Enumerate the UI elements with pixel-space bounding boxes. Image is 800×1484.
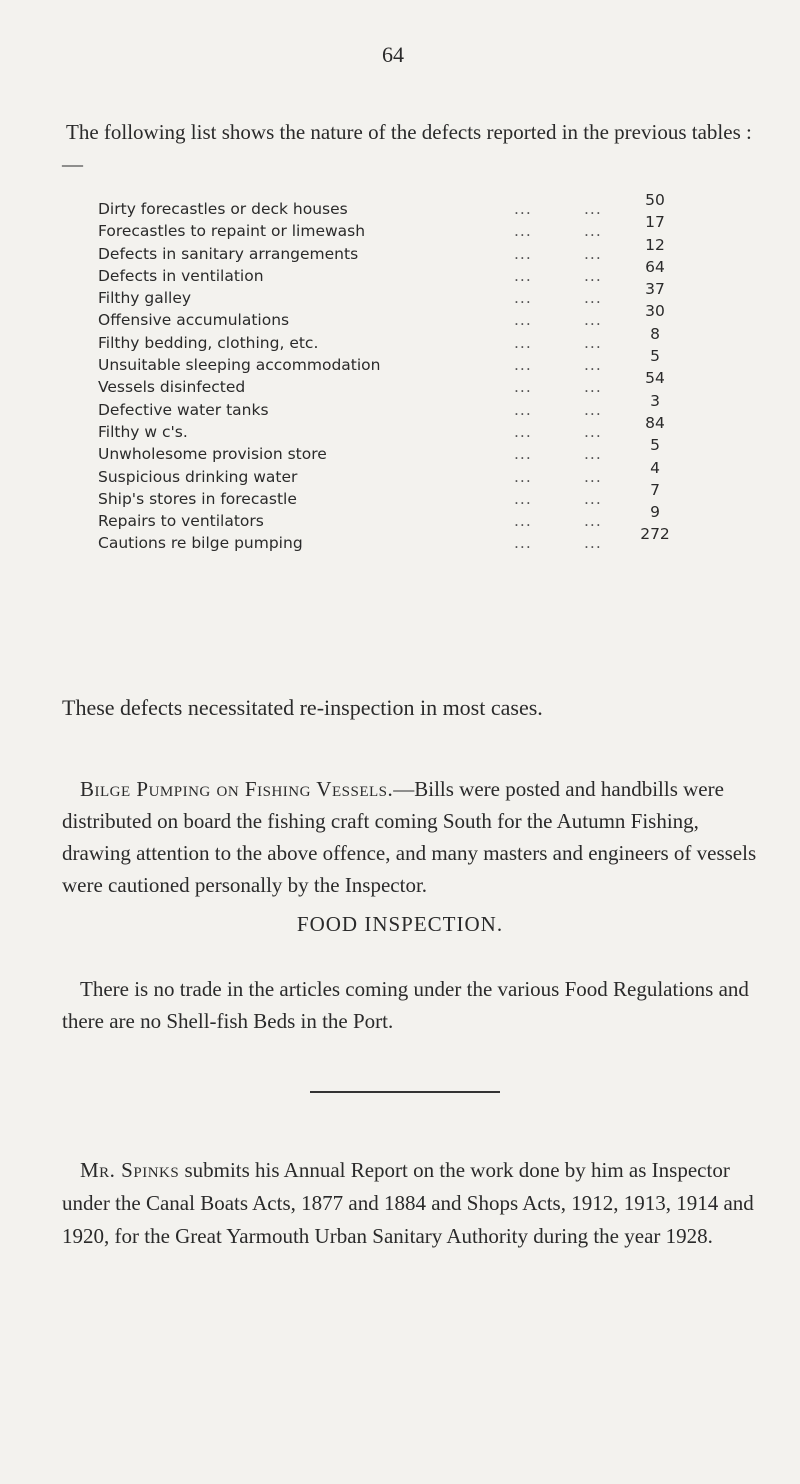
defect-label: Repairs to ventilators [98,512,264,531]
defect-label: Suspicious drinking water [98,467,298,486]
defect-count: 37 [645,280,665,299]
leader-dots: ... [584,333,602,352]
leader-dots: ... [514,311,532,330]
defect-label: Filthy bedding, clothing, etc. [98,333,319,352]
defect-count: 5 [650,436,660,455]
defect-label: Defects in ventilation [98,266,264,285]
leader-dots: ... [514,200,532,218]
food-inspection-heading: FOOD INSPECTION. [296,912,504,936]
leader-dots: ... [584,489,602,508]
defect-count: 272 [640,525,670,544]
defect-row [98,480,678,510]
defect-label: Cautions re bilge pumping [98,534,303,553]
defect-count: 9 [650,503,660,522]
leader-dots: ... [514,512,532,531]
defect-row [98,302,678,331]
defect-row [98,235,678,265]
spinks-report-paragraph [62,1154,762,1253]
defect-row [98,347,678,376]
defect-label: Vessels disinfected [98,378,246,397]
defect-row [98,324,678,354]
leader-dots: ... [584,467,602,486]
leader-dots: ... [584,378,602,397]
defect-label: Dirty forecastles or deck houses [98,200,348,218]
leader-dots: ... [584,422,602,441]
leader-dots: ... [584,356,602,375]
defect-count: 3 [650,391,660,410]
leader-dots: ... [584,445,602,464]
defect-count: 84 [645,413,665,432]
defect-count: 7 [650,480,660,499]
leader-dots: ... [584,244,602,263]
defect-count: 17 [645,213,665,232]
defect-row [98,257,678,287]
spinks-text: submits his Annual Report on the work done by him as Inspector under the Canal Boats Acts, 1877 and 1884 and Shops Acts, 1912, 1913, 1914 and 1920, for the Great Yarmouth Urban Sanitary Authority during the year 1928. [62,1158,754,1248]
section-divider [310,1091,500,1093]
defect-label: Unwholesome provision store [98,445,327,464]
leader-dots: ... [514,422,532,441]
defect-row [98,213,678,242]
defect-label: Defective water tanks [98,400,269,419]
intro-paragraph: The following list shows the nature of the defects reported in the previous tables :— [62,120,752,176]
defect-count: 12 [645,235,665,254]
leader-dots: ... [514,289,532,308]
defect-label: Unsuitable sleeping accommodation [98,356,381,375]
defect-row [98,436,678,465]
bilge-pumping-heading: Bilge Pumping on Fishing Vessels. [80,777,394,801]
leader-dots: ... [514,378,532,397]
defect-row [98,458,678,488]
defect-count: 30 [645,302,665,321]
defect-label: Forecastles to repaint or limewash [98,222,366,241]
defect-row [98,413,678,443]
defect-label: Filthy w c's. [98,422,188,441]
defect-row [98,391,678,421]
leader-dots: ... [514,489,532,508]
leader-dots: ... [584,311,602,330]
leader-dots: ... [514,356,532,375]
defect-row [98,369,678,398]
leader-dots: ... [584,200,602,218]
leader-dots: ... [514,222,532,241]
spinks-name: Mr. Spinks [80,1158,180,1182]
defect-count: 5 [650,347,660,366]
defect-row [98,191,678,220]
leader-dots: ... [584,400,602,419]
defect-count: 64 [645,257,665,276]
leader-dots: ... [514,266,532,285]
conclusion-paragraph: These defects necessitated re-inspection in most cases. [62,695,543,720]
defect-row [98,503,678,532]
leader-dots: ... [584,266,602,285]
defect-count: 50 [645,191,665,209]
defect-label: Defects in sanitary arrangements [98,244,359,263]
defect-list [98,191,678,555]
leader-dots: ... [514,445,532,464]
leader-dots: ... [514,333,532,352]
defect-label: Ship's stores in forecastle [98,489,297,508]
page-number: 64 [382,42,404,67]
defect-count: 8 [650,324,660,343]
defect-count: 4 [650,458,660,477]
defect-label: Filthy galley [98,289,192,308]
bilge-pumping-text: —Bills were posted and handbills were distributed on board the fishing craft coming South for the Autumn Fishing, drawing attention to the above offence, and many masters and engineers of vessels were cautioned personally by the Inspector. [62,777,757,897]
leader-dots: ... [514,534,532,553]
food-inspection-paragraph: There is no trade in the articles coming under the various Food Regulations and there are no Shell-fish Beds in the Port. [62,977,749,1033]
leader-dots: ... [514,244,532,263]
leader-dots: ... [584,222,602,241]
defect-count: 54 [645,369,665,388]
leader-dots: ... [514,400,532,419]
defect-row [98,280,678,309]
bilge-pumping-paragraph [62,773,762,901]
leader-dots: ... [514,467,532,486]
defect-row [98,525,678,554]
leader-dots: ... [584,289,602,308]
defect-label: Offensive accumulations [98,311,290,330]
leader-dots: ... [584,512,602,531]
leader-dots: ... [584,534,602,553]
